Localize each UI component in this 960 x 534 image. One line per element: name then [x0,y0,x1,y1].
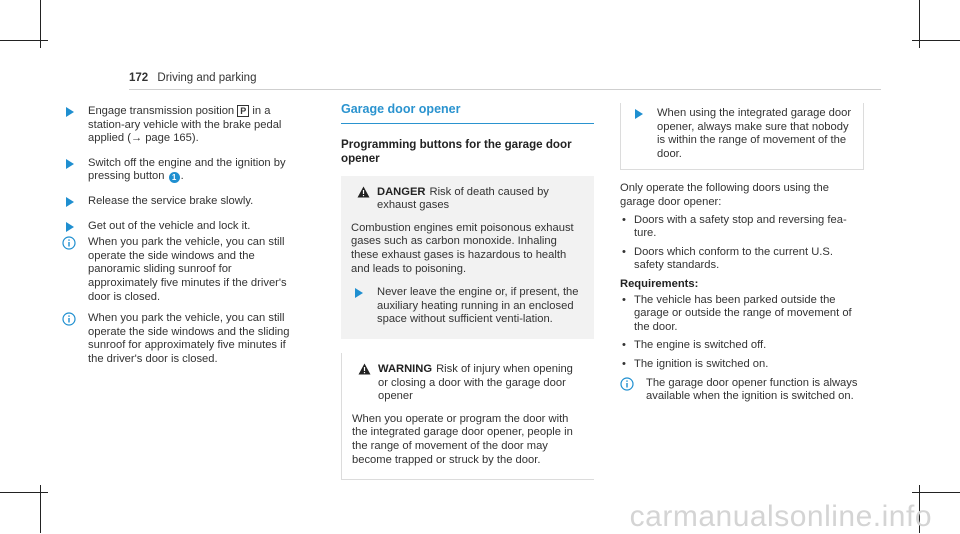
requirements-list [620,294,864,372]
warning-body: When you operate or program the door with the integrated garage door opener, people in the range of movement of the door may become trapped or struck by the door. [352,412,573,466]
instruction-step: Release the service brake slowly. [62,195,298,209]
step-arrow-icon [66,159,74,169]
step-arrow-icon [66,222,74,232]
danger-body: Combustion engines emit poisonous exhaust gases such as carbon monoxide. Inhaling these exhaust gases is hazardous to health and leads to poisoning. [351,221,574,275]
bullet-icon: • [622,245,626,258]
bullet-icon: • [622,213,626,226]
warning-triangle-icon [357,186,370,198]
park-position-icon: P [237,105,249,117]
warning-box-continued [620,103,864,170]
instruction-step: Get out of the vehicle and lock it. [62,220,298,234]
column-left [62,105,298,375]
crop-mark [912,40,960,41]
list-item: • The ignition is switched on. [622,357,769,370]
step-arrow-icon [66,197,74,207]
door-list [620,214,864,273]
intro-text: Only operate the following doors using the garage door opener: [620,182,829,208]
page-header [129,72,256,84]
warning-header [352,363,584,404]
bullet-icon: • [622,339,626,352]
info-icon [620,377,634,391]
bullet-icon: • [622,293,626,306]
warning-title: Risk of injury when opening or closing a door with the garage door opener [378,362,573,403]
warning-label: WARNING [378,362,433,375]
column-right [620,103,864,412]
watermark: carmanualsonline.info [629,500,932,533]
step-arrow-icon [66,107,74,117]
crop-mark [0,40,48,41]
warning-box [341,353,594,480]
danger-box [341,176,594,339]
step-arrow-icon [635,109,643,119]
section-heading: Garage door opener [341,103,594,124]
column-middle [341,103,594,480]
danger-label: DANGER [377,185,426,198]
list-item: • The engine is switched off. [622,339,767,352]
info-note: When you park the vehicle, you can still operate the side windows and the sliding sunroof for approximately five minutes if the driver's door is closed. [62,312,298,366]
subsection-heading: Programming buttons for the garage door opener [341,137,572,165]
step-arrow-icon [355,288,363,298]
info-note: The garage door opener function is always available when the ignition is switched on. [620,377,864,404]
list-item: • Doors with a safety stop and reversing fea-ture. [622,213,847,240]
instruction-step: Never leave the engine or, if present, the auxiliary heating running in an enclosed space without sufficient venti-lation. [351,286,584,327]
button-number-badge: 1 [169,172,180,183]
crop-mark [912,492,960,493]
crop-mark [0,492,48,493]
list-item: • Doors which conform to the current U.S. safety standards. [622,245,833,272]
section-title: Driving and parking [157,72,257,84]
warning-triangle-icon [358,363,371,375]
requirements-label: Requirements: [620,277,699,290]
page-number: 172 [129,72,149,84]
info-icon [62,312,76,326]
instruction-step: When using the integrated garage door opener, always make sure that nobody is within the range of movement of the door. [631,107,853,161]
bullet-icon: • [622,357,626,370]
instruction-step: Engage transmission position P in a station-ary vehicle with the brake pedal applied (→ page 165). [62,105,298,146]
header-divider [129,89,881,90]
info-note: When you park the vehicle, you can still operate the side windows and the panoramic sliding sunroof for approximately five minutes if the driver's door is closed. [62,236,298,304]
instruction-step: Switch off the engine and the ignition by pressing button 1 . [62,157,298,184]
info-icon [62,236,76,250]
danger-header [351,186,584,213]
list-item: • The vehicle has been parked outside the garage or outside the range of movement of the door. [622,293,852,333]
danger-title: Risk of death caused by exhaust gases [377,185,549,212]
